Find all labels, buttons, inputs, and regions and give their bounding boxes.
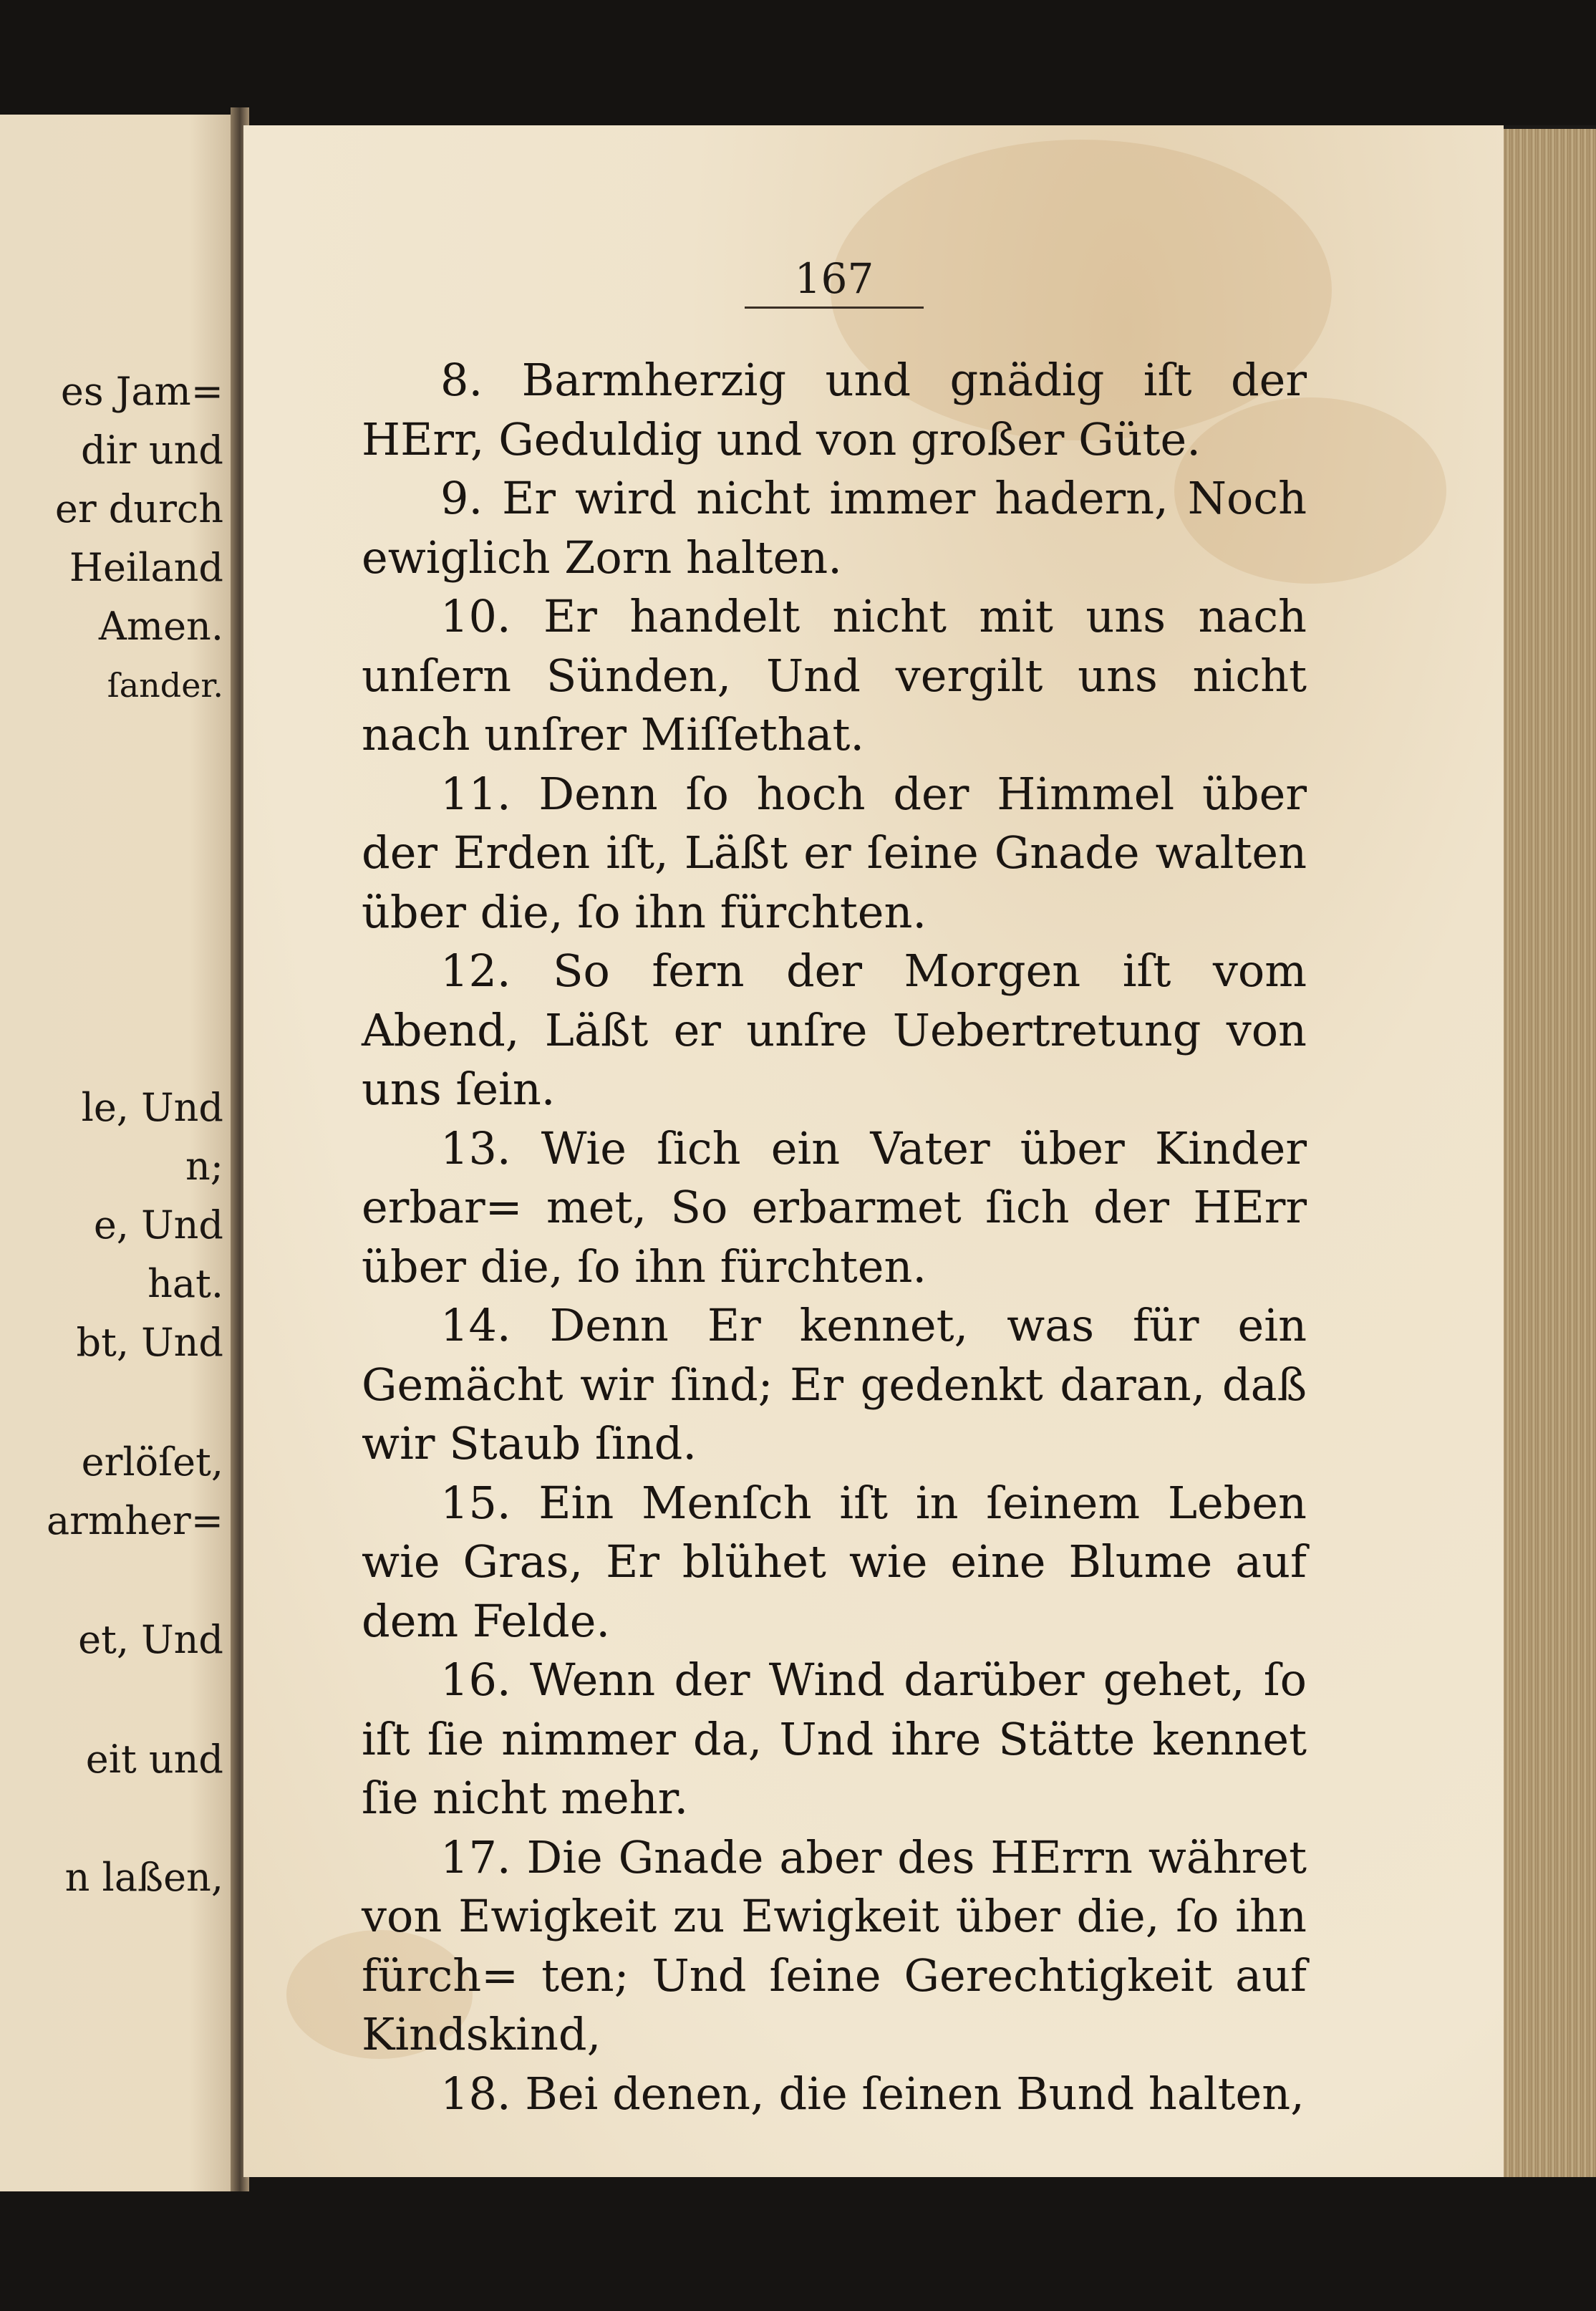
left-page-fragment: hat. [147,1261,223,1306]
left-page-fragment: armher= [46,1498,223,1543]
left-page-fragment: e, Und [93,1202,223,1248]
verse-17: 17. Die Gnade aber des HErrn währet von Ewigkeit zu Ewigkeit über die, ſo ihn fürch= ten; Und ſeine Gerechtigkeit auf Kindskind, [362,1830,1307,2060]
scan-background-bottom [0,2177,1596,2311]
page-edges [1504,129,1596,2177]
verse-11: 11. Denn ſo hoch der Himmel über der Erden iſt, Läßt er ſeine Gnade walten über die, ſo ihn fürchten. [362,767,1307,938]
left-page-fragment: eit und [85,1737,223,1782]
left-page-fragment: dir und [81,428,223,473]
verse-8: 8. Barmherzig und gnädig iſt der HErr, Geduldig und von großer Güte. [362,354,1307,465]
left-page-fragment: er durch [54,486,223,531]
page-number-rule [745,307,924,309]
left-page-fragment: Heiland [69,545,223,590]
verse-18: 18. Bei denen, die ſeinen Bund halten, [440,2067,1305,2120]
verse-12: 12. So fern der Morgen iſt vom Abend, Läßt er unſre Uebertretung von uns ſein. [362,945,1307,1115]
left-page-fragment: le, Und [81,1085,223,1130]
left-page-fragment: n laßen, [64,1855,223,1900]
left-page-fragment: et, Und [78,1617,223,1662]
verse-text-block [362,351,1307,2123]
scan-background-top [0,0,1596,125]
verse-14: 14. Denn Er kennet, was für ein Gemächt wir ſind; Er gedenkt daran, daß wir Staub ſind. [362,1299,1307,1470]
verse-13: 13. Wie ſich ein Vater über Kinder erbar= met, So erbarmet ſich der HErr über die, ſo ihn fürchten. [362,1121,1307,1293]
left-page-fragment: erlöſet, [81,1439,223,1485]
verse-16: 16. Wenn der Wind darüber gehet, ſo iſt ſie nimmer da, Und ihre Stätte kennet ſie nicht mehr. [362,1654,1307,1824]
page-number: 167 [794,254,874,303]
left-page-fragment: bt, Und [76,1320,223,1365]
verse-10: 10. Er handelt nicht mit uns nach unſern Sünden, Und vergilt uns nicht nach unſrer Miſſethat. [362,590,1307,761]
left-page-fragment: n; [185,1144,223,1189]
verse-15: 15. Ein Menſch iſt in ſeinem Leben wie Gras, Er blühet wie eine Blume auf dem Felde. [362,1476,1307,1647]
left-page [0,115,236,2191]
verse-9: 9. Er wird nicht immer hadern, Noch ewiglich Zorn halten. [362,472,1307,584]
left-page-fragment: es Jam= [60,369,223,414]
left-page-fragment: Amen. [98,604,223,649]
left-page-fragment: ſander. [107,666,223,705]
